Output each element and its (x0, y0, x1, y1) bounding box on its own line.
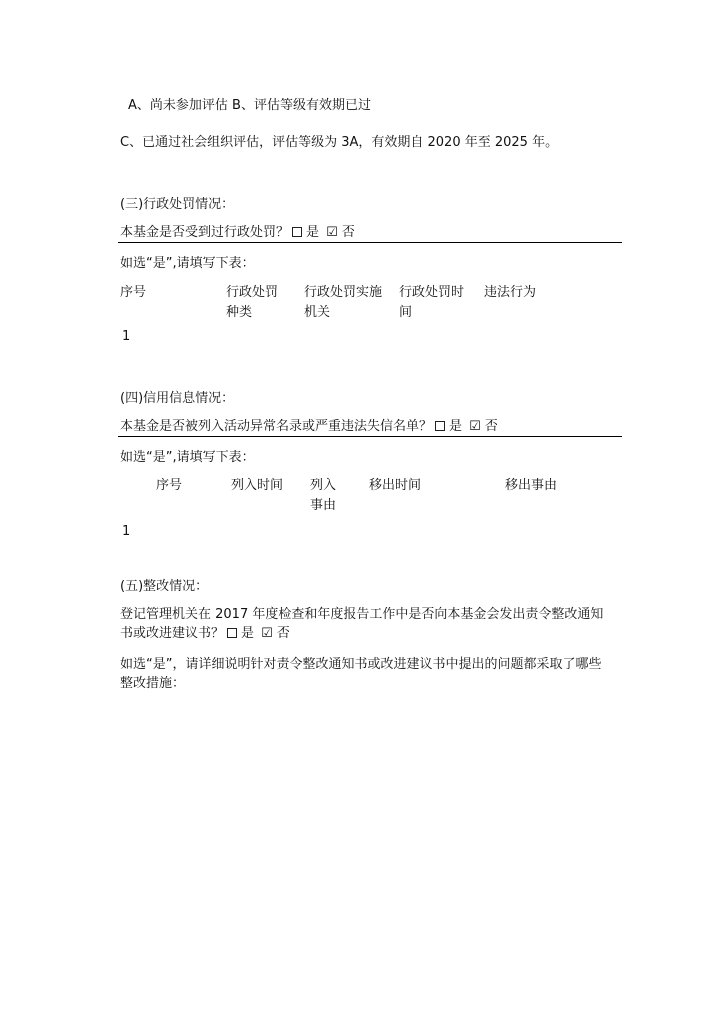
credit-yes-label: 是 (449, 419, 463, 434)
credit-no-label: 否 (484, 419, 498, 434)
penalty-question-row (120, 224, 355, 242)
credit-col-listed-reason: 列入事由 (310, 478, 337, 513)
penalty-yes-checkbox[interactable] (292, 227, 302, 237)
penalty-col-violation: 违法行为 (484, 285, 537, 300)
credit-no-checkbox-checked[interactable]: ☑ (469, 419, 481, 434)
penalty-question: 本基金是否受到过行政处罚？ (120, 225, 290, 240)
rectify-note-line-1: 如选“是”，请详细说明针对责令整改通知书或改进建议书中提出的问题都采取了哪些 (120, 657, 602, 672)
rectify-question-tail: 书或改进建议书？ (120, 626, 225, 641)
rectify-note-line-2: 整改措施： (120, 676, 186, 691)
credit-question-row (120, 418, 498, 436)
credit-divider (118, 436, 622, 437)
credit-fill-note: 如选“是”,请填写下表： (120, 450, 255, 465)
penalty-col-type: 行政处罚种类 (226, 285, 279, 320)
credit-row-number: 1 (122, 524, 131, 539)
rectify-heading: (五)整改情况： (120, 579, 209, 594)
rectify-no-label: 否 (276, 626, 290, 641)
penalty-col-time: 行政处罚时间 (399, 285, 465, 320)
credit-col-listed-time: 列入时间 (231, 478, 284, 493)
penalty-heading: (三)行政处罚情况： (120, 197, 235, 212)
penalty-no-checkbox-checked[interactable]: ☑ (326, 225, 338, 240)
rectify-yes-label: 是 (241, 626, 255, 641)
credit-yes-checkbox[interactable] (435, 421, 445, 431)
credit-heading: (四)信用信息情况： (120, 391, 235, 406)
rectify-yes-checkbox[interactable] (227, 628, 237, 638)
penalty-no-label: 否 (341, 225, 355, 240)
credit-col-index: 序号 (156, 478, 183, 493)
credit-col-removed-reason: 移出事由 (505, 478, 558, 493)
credit-col-removed-time: 移出时间 (369, 478, 422, 493)
eval-option-line-2: C、已通过社会组织评估，评估等级为 3A，有效期自 2020 年至 2025 年。 (120, 135, 559, 150)
credit-question: 本基金是否被列入活动异常名录或严重违法失信名单？ (120, 419, 433, 434)
penalty-row-number: 1 (122, 329, 131, 344)
rectify-question-line-2 (120, 625, 290, 643)
rectify-question-line-1: 登记管理机关在 2017 年度检查和年度报告工作中是否向本基金会发出责令整改通知 (120, 607, 604, 622)
penalty-divider (118, 242, 622, 243)
penalty-col-index: 序号 (120, 285, 147, 300)
penalty-col-authority: 行政处罚实施机关 (304, 285, 383, 320)
penalty-fill-note: 如选“是”,请填写下表： (120, 256, 255, 271)
penalty-yes-label: 是 (306, 225, 320, 240)
eval-option-line-1: A、尚未参加评估 B、评估等级有效期已过 (128, 98, 371, 113)
rectify-no-checkbox-checked[interactable]: ☑ (261, 626, 273, 641)
